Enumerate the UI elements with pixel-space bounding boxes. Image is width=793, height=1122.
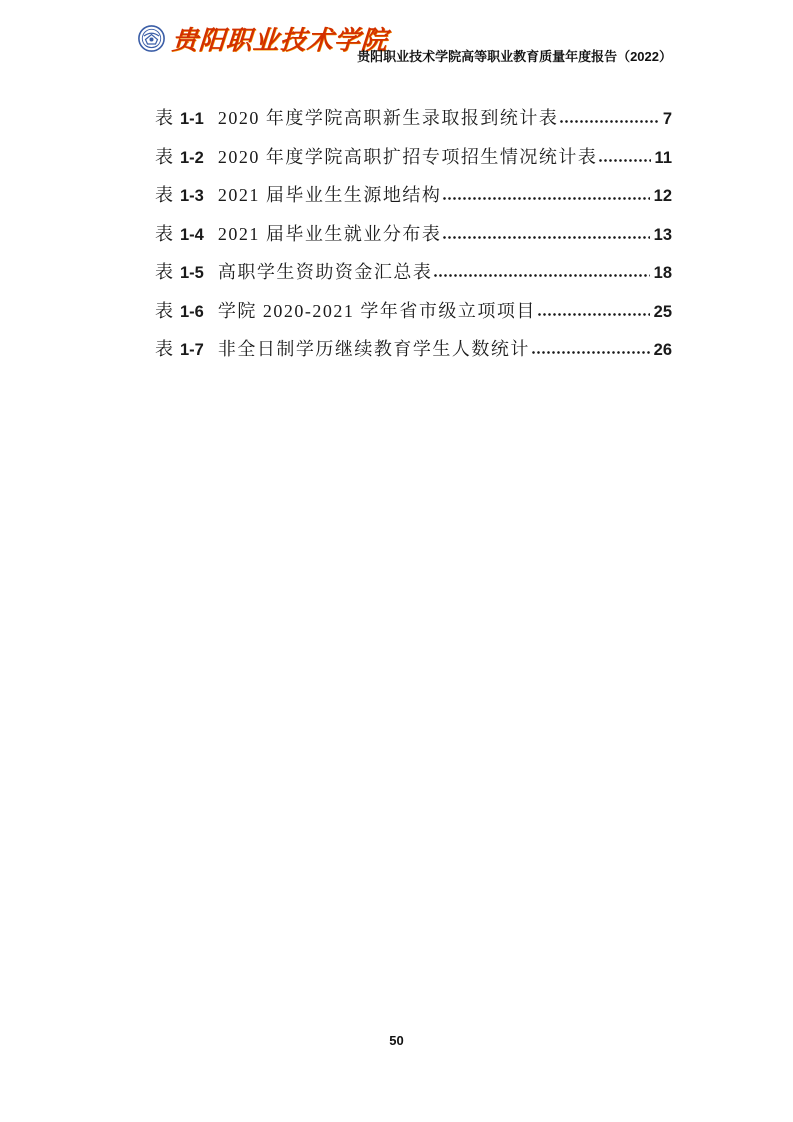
toc-entry[interactable] [155,143,672,165]
college-seal-icon [138,25,165,52]
toc-entry-page-number: 18 [653,264,672,282]
toc-entry[interactable] [155,104,672,126]
toc-entry-number: 1-7 [180,341,204,359]
dot-leader [599,158,650,163]
toc-entry-title: 2021 届毕业生就业分布表 [217,223,442,244]
toc-entry[interactable] [155,335,672,357]
toc-entry-prefix: 表 [155,300,175,321]
dot-leader [532,350,650,355]
toc-entry[interactable] [155,181,672,203]
toc-entry-page-number: 25 [653,302,672,321]
toc-entry-page-number: 12 [653,187,672,205]
toc-entry-prefix: 表 [155,339,175,359]
dot-leader [434,273,649,278]
toc-entry-prefix: 表 [155,108,175,128]
report-running-title: 贵阳职业技术学院高等职业教育质量年度报告（2022） [357,49,672,64]
toc-entry-title: 非全日制学历继续教育学生人数统计 [217,339,530,359]
page-header-brand [138,20,388,57]
toc-entry-title: 高职学生资助资金汇总表 [217,262,433,282]
toc-entry-title: 学院 2020-2021 学年省市级立项项目 [217,300,536,321]
toc-entry-number: 1-5 [180,264,204,282]
toc-entry[interactable] [155,220,672,242]
toc-entry-title: 2020 年度学院高职扩招专项招生情况统计表 [217,146,598,167]
toc-entry-number: 1-6 [180,302,204,321]
toc-entry-prefix: 表 [155,185,175,205]
toc-entry-page-number: 26 [653,341,672,359]
toc-entry-page-number: 11 [654,148,672,167]
college-name-calligraphy: 贵阳职业技术学院 [170,26,389,56]
toc-entry-page-number: 7 [662,110,672,128]
toc-entry-number: 1-3 [180,187,204,205]
toc-entry-title: 2020 年度学院高职新生录取报到统计表 [217,108,559,128]
dot-leader [560,119,658,124]
toc-entry-number: 1-2 [180,148,204,167]
toc-entry-prefix: 表 [155,262,175,282]
list-of-tables [155,104,672,374]
dot-leader [443,196,649,201]
toc-entry-prefix: 表 [155,223,175,244]
toc-entry-number: 1-4 [180,225,204,244]
toc-entry-title: 2021 届毕业生生源地结构 [217,185,442,205]
toc-entry[interactable] [155,297,672,319]
toc-entry-prefix: 表 [155,146,175,167]
dot-leader [538,312,650,317]
toc-entry-number: 1-1 [180,110,204,128]
toc-entry-page-number: 13 [653,225,672,244]
page-footer [0,1033,793,1048]
dot-leader [443,235,649,240]
toc-entry[interactable] [155,258,672,280]
page-number: 50 [389,1033,404,1048]
